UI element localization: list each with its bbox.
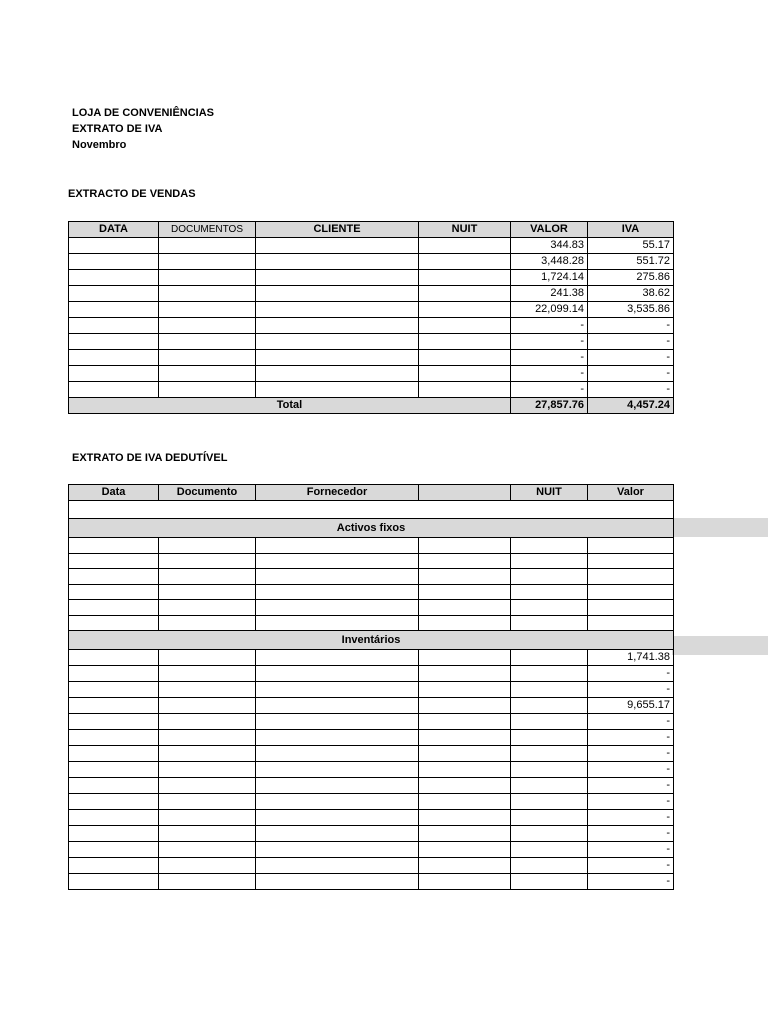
empty-cell xyxy=(69,778,159,794)
sales-table xyxy=(68,221,674,414)
activos-fixos-group xyxy=(69,519,674,538)
inventarios-band xyxy=(672,636,768,655)
empty-cell xyxy=(69,270,159,286)
table-row xyxy=(69,538,674,554)
empty-cell xyxy=(511,794,588,810)
col-nuit: NUIT xyxy=(419,222,511,238)
empty-cell xyxy=(69,874,159,890)
empty-cell xyxy=(256,714,419,730)
empty-cell xyxy=(511,666,588,682)
iva-cell: 3,535.86 xyxy=(588,302,674,318)
empty-cell xyxy=(419,858,511,874)
empty-cell xyxy=(256,366,419,382)
empty-cell xyxy=(256,270,419,286)
valor-cell: 3,448.28 xyxy=(511,254,588,270)
empty-cell xyxy=(511,858,588,874)
empty-cell xyxy=(419,553,511,569)
table-row xyxy=(69,714,674,730)
iva-cell: 275.86 xyxy=(588,270,674,286)
empty-cell xyxy=(419,584,511,600)
valor-cell: - xyxy=(588,746,674,762)
valor-cell: - xyxy=(588,874,674,890)
empty-cell xyxy=(159,682,256,698)
empty-cell xyxy=(419,238,511,254)
empty-cell xyxy=(511,615,588,631)
col-blank xyxy=(419,485,511,501)
valor-cell xyxy=(588,615,674,631)
empty-cell xyxy=(69,569,159,585)
total-label: Total xyxy=(69,398,511,414)
deductible-table xyxy=(68,484,674,890)
col-fornecedor: Fornecedor xyxy=(256,485,419,501)
empty-cell xyxy=(69,318,159,334)
col-nuit: NUIT xyxy=(511,485,588,501)
empty-cell xyxy=(69,366,159,382)
empty-cell xyxy=(256,858,419,874)
empty-cell xyxy=(159,650,256,666)
table-row xyxy=(69,334,674,350)
empty-cell xyxy=(511,826,588,842)
empty-cell xyxy=(159,334,256,350)
empty-cell xyxy=(159,366,256,382)
empty-cell xyxy=(419,286,511,302)
empty-cell xyxy=(419,826,511,842)
valor-cell: - xyxy=(588,858,674,874)
empty-cell xyxy=(419,569,511,585)
empty-cell xyxy=(69,794,159,810)
valor-cell: 241.38 xyxy=(511,286,588,302)
empty-cell xyxy=(69,254,159,270)
table-row xyxy=(69,810,674,826)
empty-cell xyxy=(159,286,256,302)
empty-cell xyxy=(69,350,159,366)
valor-cell: - xyxy=(588,778,674,794)
empty-cell xyxy=(419,698,511,714)
inventarios-group-label: Inventários xyxy=(69,631,674,650)
empty-cell xyxy=(256,334,419,350)
table-row xyxy=(69,794,674,810)
valor-cell: - xyxy=(588,826,674,842)
table-row xyxy=(69,553,674,569)
empty-cell xyxy=(256,874,419,890)
col-documento: Documento xyxy=(159,485,256,501)
empty-cell xyxy=(159,538,256,554)
col-iva: IVA xyxy=(588,222,674,238)
empty-cell xyxy=(256,553,419,569)
empty-cell xyxy=(159,350,256,366)
empty-cell xyxy=(69,286,159,302)
valor-cell: 1,724.14 xyxy=(511,270,588,286)
valor-cell: 1,741.38 xyxy=(588,650,674,666)
empty-cell xyxy=(159,746,256,762)
empty-cell xyxy=(69,682,159,698)
empty-cell xyxy=(159,569,256,585)
empty-cell xyxy=(256,794,419,810)
valor-cell: - xyxy=(511,350,588,366)
valor-cell xyxy=(588,600,674,616)
empty-cell xyxy=(159,698,256,714)
valor-cell: - xyxy=(588,842,674,858)
empty-cell xyxy=(69,858,159,874)
empty-cell xyxy=(419,350,511,366)
empty-cell xyxy=(69,615,159,631)
empty-cell xyxy=(511,842,588,858)
empty-cell xyxy=(256,254,419,270)
empty-cell xyxy=(159,553,256,569)
empty-cell xyxy=(511,746,588,762)
table-row xyxy=(69,698,674,714)
valor-cell: - xyxy=(588,714,674,730)
empty-cell xyxy=(419,762,511,778)
activos-fixos-group-label: Activos fixos xyxy=(69,519,674,538)
deductible-section-title: EXTRATO DE IVA DEDUTÍVEL xyxy=(72,452,228,464)
sales-total-row xyxy=(69,398,674,414)
col-valor: Valor xyxy=(588,485,674,501)
empty-cell xyxy=(511,810,588,826)
table-row xyxy=(69,350,674,366)
empty-cell xyxy=(256,698,419,714)
empty-cell xyxy=(159,826,256,842)
empty-cell xyxy=(256,810,419,826)
valor-cell: 9,655.17 xyxy=(588,698,674,714)
empty-cell xyxy=(159,318,256,334)
table-row xyxy=(69,270,674,286)
empty-cell xyxy=(159,254,256,270)
empty-cell xyxy=(159,762,256,778)
empty-cell xyxy=(511,778,588,794)
empty-cell xyxy=(511,714,588,730)
iva-cell: - xyxy=(588,366,674,382)
table-row xyxy=(69,318,674,334)
empty-cell xyxy=(159,874,256,890)
valor-cell xyxy=(588,569,674,585)
table-row xyxy=(69,254,674,270)
empty-cell xyxy=(159,584,256,600)
empty-cell xyxy=(159,666,256,682)
empty-cell xyxy=(256,318,419,334)
empty-cell xyxy=(256,350,419,366)
empty-cell xyxy=(159,858,256,874)
empty-cell xyxy=(419,382,511,398)
sales-header-row xyxy=(69,222,674,238)
empty-cell xyxy=(159,270,256,286)
empty-cell xyxy=(159,714,256,730)
empty-cell xyxy=(511,569,588,585)
iva-cell: 55.17 xyxy=(588,238,674,254)
table-row xyxy=(69,382,674,398)
table-row xyxy=(69,569,674,585)
empty-cell xyxy=(159,615,256,631)
total-valor: 27,857.76 xyxy=(511,398,588,414)
empty-cell xyxy=(256,762,419,778)
valor-cell: - xyxy=(588,794,674,810)
empty-cell xyxy=(419,778,511,794)
table-row xyxy=(69,666,674,682)
empty-cell xyxy=(419,366,511,382)
empty-cell xyxy=(511,600,588,616)
empty-cell xyxy=(256,730,419,746)
empty-cell xyxy=(511,553,588,569)
valor-cell: - xyxy=(588,730,674,746)
col-cliente: CLIENTE xyxy=(256,222,419,238)
table-row xyxy=(69,826,674,842)
empty-cell xyxy=(69,762,159,778)
document-header xyxy=(72,105,214,153)
empty-cell xyxy=(511,730,588,746)
empty-cell xyxy=(69,810,159,826)
empty-cell xyxy=(256,615,419,631)
inventarios-group xyxy=(69,631,674,650)
sales-section-title: EXTRACTO DE VENDAS xyxy=(68,188,196,200)
empty-cell xyxy=(419,650,511,666)
empty-cell xyxy=(419,682,511,698)
empty-cell xyxy=(419,874,511,890)
table-row xyxy=(69,600,674,616)
table-row xyxy=(69,762,674,778)
empty-cell xyxy=(69,746,159,762)
iva-cell: 551.72 xyxy=(588,254,674,270)
valor-cell: 344.83 xyxy=(511,238,588,254)
empty-cell xyxy=(419,318,511,334)
empty-cell xyxy=(511,874,588,890)
empty-cell xyxy=(511,538,588,554)
col-data: DATA xyxy=(69,222,159,238)
table-row xyxy=(69,682,674,698)
valor-cell: - xyxy=(588,666,674,682)
empty-cell xyxy=(69,650,159,666)
valor-cell: - xyxy=(511,334,588,350)
empty-cell xyxy=(256,302,419,318)
valor-cell: - xyxy=(588,682,674,698)
empty-cell xyxy=(159,382,256,398)
table-row xyxy=(69,842,674,858)
document-title: EXTRATO DE IVA xyxy=(72,123,163,135)
valor-cell xyxy=(588,553,674,569)
table-row xyxy=(69,778,674,794)
iva-cell: - xyxy=(588,382,674,398)
empty-cell xyxy=(419,254,511,270)
empty-cell xyxy=(256,778,419,794)
iva-cell: - xyxy=(588,318,674,334)
empty-cell xyxy=(69,730,159,746)
col-data: Data xyxy=(69,485,159,501)
empty-cell xyxy=(69,714,159,730)
empty-cell xyxy=(419,600,511,616)
empty-cell xyxy=(159,600,256,616)
empty-cell xyxy=(69,334,159,350)
valor-cell: - xyxy=(588,762,674,778)
empty-cell xyxy=(69,600,159,616)
empty-cell xyxy=(419,270,511,286)
table-row xyxy=(69,874,674,890)
empty-cell xyxy=(69,826,159,842)
valor-cell: - xyxy=(588,810,674,826)
valor-cell: - xyxy=(511,318,588,334)
valor-cell xyxy=(588,584,674,600)
empty-cell xyxy=(69,538,159,554)
valor-cell: 22,099.14 xyxy=(511,302,588,318)
empty-cell xyxy=(69,382,159,398)
table-row xyxy=(69,238,674,254)
spacer-row xyxy=(69,501,674,519)
valor-cell: - xyxy=(511,382,588,398)
empty-cell xyxy=(511,584,588,600)
iva-cell: - xyxy=(588,350,674,366)
empty-cell xyxy=(69,238,159,254)
empty-cell xyxy=(256,666,419,682)
empty-cell xyxy=(256,238,419,254)
empty-cell xyxy=(256,746,419,762)
period-month: Novembro xyxy=(72,139,127,151)
table-row xyxy=(69,730,674,746)
empty-cell xyxy=(511,682,588,698)
empty-cell xyxy=(256,650,419,666)
table-row xyxy=(69,286,674,302)
empty-cell xyxy=(256,382,419,398)
empty-cell xyxy=(419,730,511,746)
valor-cell: - xyxy=(511,366,588,382)
table-row xyxy=(69,858,674,874)
empty-cell xyxy=(69,584,159,600)
company-name: LOJA DE CONVENIÊNCIAS xyxy=(72,107,215,119)
empty-cell xyxy=(256,600,419,616)
empty-cell xyxy=(419,842,511,858)
iva-cell: 38.62 xyxy=(588,286,674,302)
empty-cell xyxy=(256,286,419,302)
col-valor: VALOR xyxy=(511,222,588,238)
empty-cell xyxy=(419,810,511,826)
empty-cell xyxy=(419,794,511,810)
iva-cell: - xyxy=(588,334,674,350)
col-documentos: DOCUMENTOS xyxy=(159,222,256,238)
empty-cell xyxy=(256,826,419,842)
empty-cell xyxy=(256,569,419,585)
empty-cell xyxy=(419,746,511,762)
table-row xyxy=(69,746,674,762)
table-row xyxy=(69,302,674,318)
table-row xyxy=(69,650,674,666)
empty-cell xyxy=(159,794,256,810)
empty-cell xyxy=(159,730,256,746)
empty-cell xyxy=(256,842,419,858)
empty-cell xyxy=(511,650,588,666)
empty-cell xyxy=(419,538,511,554)
empty-cell xyxy=(69,302,159,318)
empty-cell xyxy=(69,698,159,714)
empty-cell xyxy=(159,842,256,858)
empty-cell xyxy=(159,302,256,318)
activos-band xyxy=(672,518,768,537)
empty-cell xyxy=(159,778,256,794)
deductible-header-row xyxy=(69,485,674,501)
total-iva: 4,457.24 xyxy=(588,398,674,414)
empty-cell xyxy=(419,666,511,682)
empty-cell xyxy=(159,238,256,254)
valor-cell xyxy=(588,538,674,554)
table-row xyxy=(69,584,674,600)
empty-cell xyxy=(256,682,419,698)
empty-cell xyxy=(511,762,588,778)
empty-cell xyxy=(419,302,511,318)
empty-cell xyxy=(511,698,588,714)
empty-cell xyxy=(256,584,419,600)
empty-cell xyxy=(159,810,256,826)
empty-cell xyxy=(419,615,511,631)
empty-cell xyxy=(419,714,511,730)
empty-cell xyxy=(256,538,419,554)
empty-cell xyxy=(69,842,159,858)
table-row xyxy=(69,615,674,631)
table-row xyxy=(69,366,674,382)
empty-cell xyxy=(69,666,159,682)
empty-cell xyxy=(419,334,511,350)
empty-cell xyxy=(69,553,159,569)
